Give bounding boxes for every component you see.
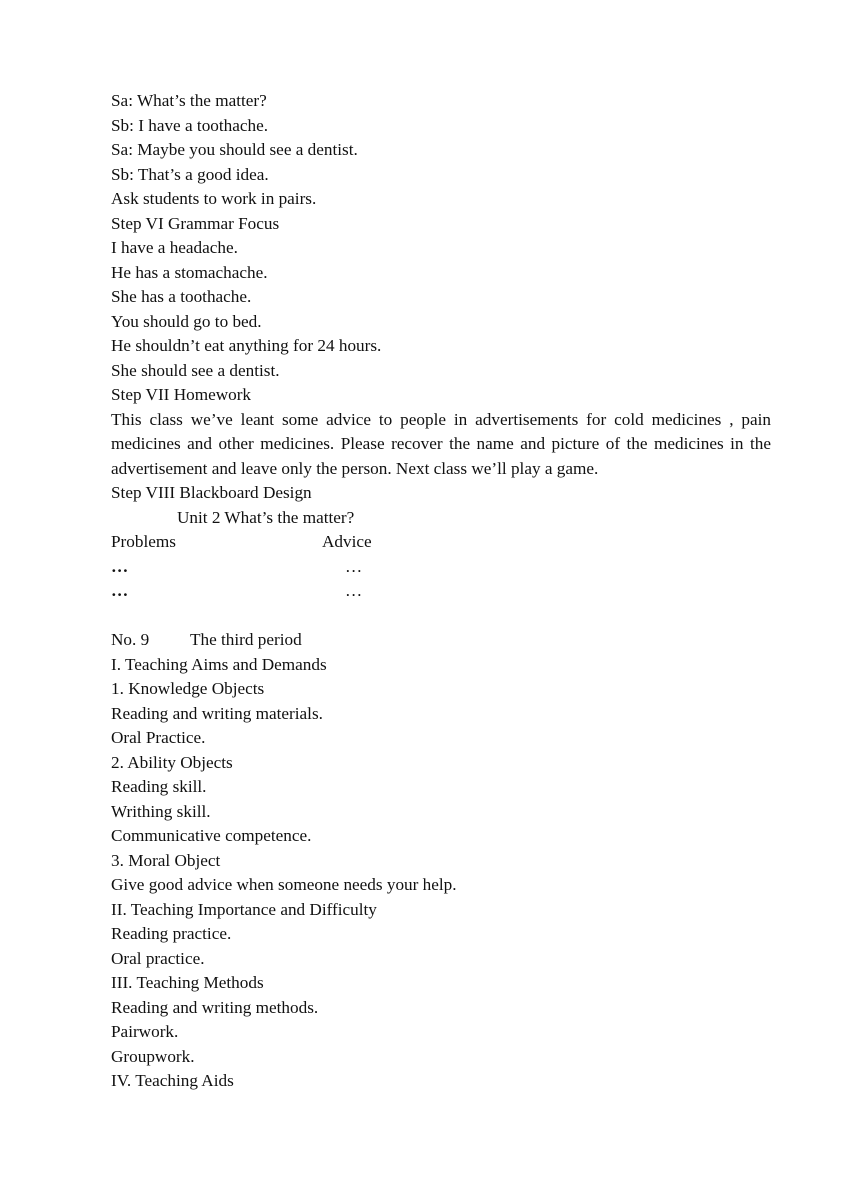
ability-item: Communicative competence. — [111, 826, 312, 845]
homework-paragraph: This class we’ve leant some advice to people in advertisements for cold medicines , pain medicines and other medicines. Please recover the name and picture of the medicines in the advertisement and leave only the person. Next class we’ll play a game. — [111, 409, 771, 478]
blank-line — [111, 604, 771, 629]
importance-item: Reading practice. — [111, 924, 232, 943]
grammar-line: She should see a dentist. — [111, 360, 280, 380]
problems-header: Problems — [111, 532, 176, 551]
moral-item: Give good advice when someone needs your help. — [111, 875, 457, 894]
advice-header: Advice — [322, 532, 372, 551]
grammar-line: He has a stomachache. — [111, 262, 268, 282]
advice-ellipsis: … — [345, 581, 363, 600]
knowledge-heading: 1. Knowledge Objects — [111, 679, 265, 698]
period-title: The third period — [190, 630, 302, 649]
grammar-line: I have a headache. — [111, 238, 238, 257]
methods-heading: III. Teaching Methods — [111, 973, 264, 992]
problem-ellipsis: … — [111, 556, 129, 576]
dialogue-line: Sb: I have a toothache. — [111, 115, 269, 135]
period-number: No. 9 — [111, 630, 150, 649]
step7-heading: Step VII Homework — [111, 385, 252, 404]
importance-item: Oral practice. — [111, 948, 205, 968]
knowledge-item: Oral Practice. — [111, 728, 206, 747]
grammar-line: You should go to bed. — [111, 311, 262, 331]
methods-item: Groupwork. — [111, 1046, 195, 1066]
document-page — [111, 89, 771, 1094]
ability-heading: 2. Ability Objects — [111, 752, 233, 772]
problem-ellipsis: … — [111, 581, 129, 600]
methods-item: Reading and writing methods. — [111, 997, 319, 1017]
moral-heading: 3. Moral Object — [111, 850, 221, 870]
ability-item: Writhing skill. — [111, 801, 211, 821]
advice-ellipsis: … — [345, 556, 363, 576]
dialogue-line: Sa: What’s the matter? — [111, 91, 267, 110]
blackboard-row — [111, 579, 771, 604]
aims-heading: I. Teaching Aims and Demands — [111, 654, 327, 674]
period-heading — [111, 628, 771, 653]
blackboard-title: Unit 2 What’s the matter? — [177, 507, 355, 527]
step6-heading: Step VI Grammar Focus — [111, 213, 280, 233]
knowledge-item: Reading and writing materials. — [111, 703, 323, 723]
grammar-line: He shouldn’t eat anything for 24 hours. — [111, 336, 382, 355]
ability-item: Reading skill. — [111, 777, 207, 796]
dialogue-line: Sa: Maybe you should see a dentist. — [111, 140, 358, 159]
aids-heading: IV. Teaching Aids — [111, 1071, 234, 1090]
grammar-line: She has a toothache. — [111, 287, 252, 306]
instruction-line: Ask students to work in pairs. — [111, 189, 317, 208]
blackboard-row — [111, 555, 771, 580]
blackboard-header-row — [111, 530, 771, 555]
importance-heading: II. Teaching Importance and Difficulty — [111, 899, 377, 919]
methods-item: Pairwork. — [111, 1022, 179, 1041]
dialogue-line: Sb: That’s a good idea. — [111, 164, 269, 184]
step8-heading: Step VIII Blackboard Design — [111, 483, 312, 502]
